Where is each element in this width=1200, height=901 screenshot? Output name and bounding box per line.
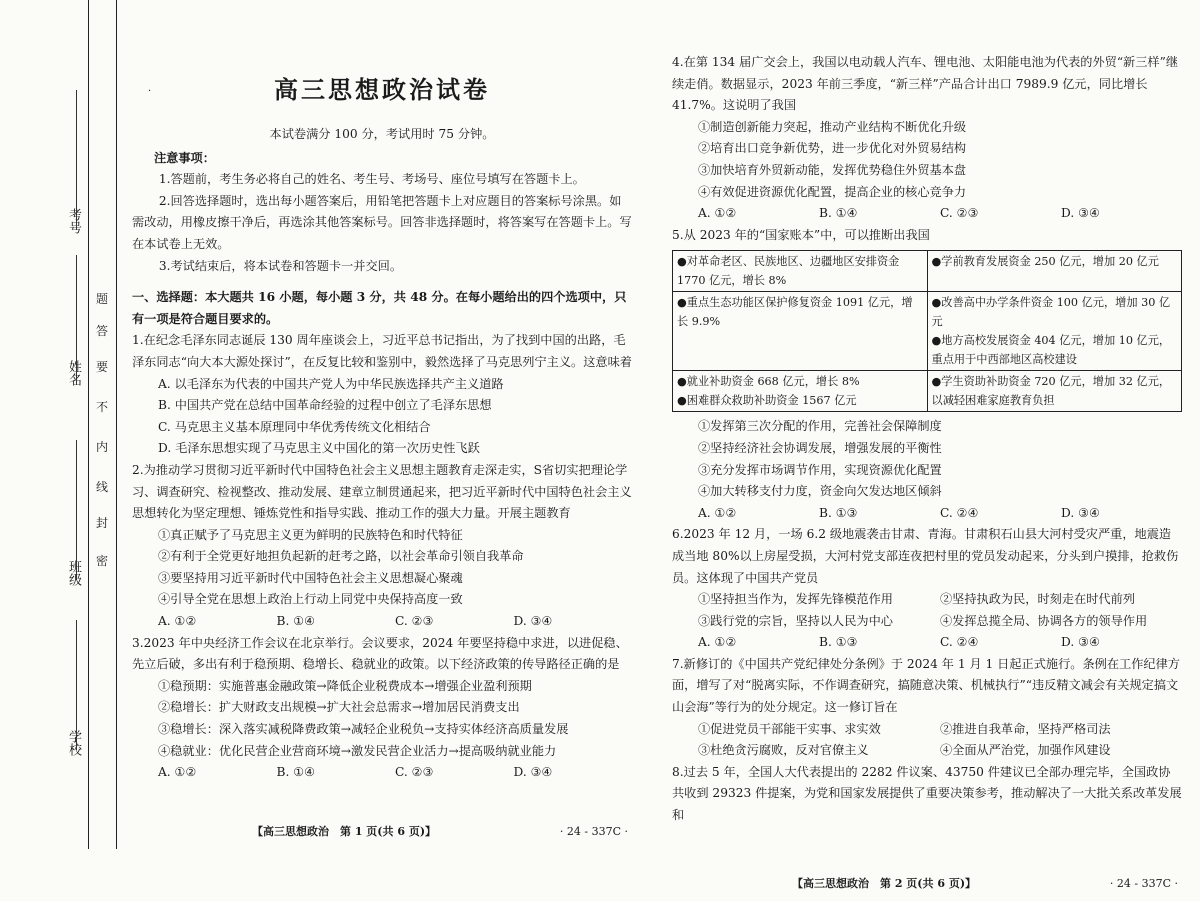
question-5-statement: ③充分发挥市场调节作用，实现资源优化配置 [698,462,942,477]
question-6-stem: 6.2023 年 12 月，一场 6.2 级地震袭击甘肃、青海。甘肃积石山县大河村受灾严重，地震造成当地 80%以上房屋受损，大河村党支部连夜把村里的党员发动起来，分头到户摸排，抢救伤员。这体现了中国共产党员 [672,527,1179,585]
question-5-choices [672,503,1182,525]
footer-page-info: 【高三思想政治 第 2 页(共 6 页)】 [792,877,977,890]
question-6-statement: ③践行党的宗旨，坚持以人民为中心 [698,613,893,628]
choice[interactable]: A. ①② [158,614,197,629]
question-6-statement: ①坚持担当作为，发挥先锋模范作用 [698,592,893,607]
question-1-stem: 1.在纪念毛泽东同志诞辰 130 周年座谈会上，习近平总书记指出，为了找到中国的出路，毛泽东同志“向大本大源处探讨”，在反复比较和鉴别中，毅然选择了马克思列宁主义。这意味着 [132,333,632,369]
question-4-statement: ①制造创新能力突起，推动产业结构不断优化升级 [698,119,967,134]
choice[interactable]: B. ①④ [819,206,858,221]
question-2-choices [132,611,632,633]
scan-mark: · [148,86,152,97]
seal-char: 密 [96,554,109,568]
footer-code: · 24 - 337C · [1109,877,1178,890]
seal-line [116,0,117,849]
exam-number-field[interactable] [76,90,77,230]
question-7-statement: ④全面从严治党，加强作风建设 [940,743,1111,758]
seal-char: 要 [96,360,109,374]
question-4-statement: ②培育出口竞争新优势，进一步优化对外贸易结构 [698,141,967,156]
binding-margin [0,0,118,849]
table-cell: ●学生资助补助资金 720 亿元，增加 32 亿元，以减轻困难家庭教育负担 [927,371,1182,412]
question-2-statement: ②有利于全党更好地担负起新的赶考之路，以社会革命引领自我革命 [158,549,524,564]
national-account-table [672,250,1182,412]
school-label: 学校 [66,730,81,756]
choice[interactable]: C. ②③ [395,765,434,780]
table-cell: ●学前教育发展资金 250 亿元，增加 20 亿元 [927,251,1182,292]
notice-item: 3.考试结束后，将本试卷和答题卡一并交回。 [158,258,403,273]
choice[interactable]: D. ③④ [513,614,553,629]
school-field[interactable] [76,620,77,750]
question-2-statement: ①真正赋予了马克思主义更为鲜明的民族特色和时代特征 [158,527,463,542]
seal-char: 答 [96,324,109,338]
question-6-statement: ②坚持执政为民，时刻走在时代前列 [940,592,1135,607]
question-2-statement: ③要坚持用习近平新时代中国特色社会主义思想凝心聚魂 [158,570,463,585]
seal-char: 线 [96,480,109,494]
question-5-statement: ①发挥第三次分配的作用，完善社会保障制度 [698,419,942,434]
seal-line [88,0,89,849]
question-6-statements-row [672,611,1182,633]
footer-page-info: 【高三思想政治 第 1 页(共 6 页)】 [252,825,437,838]
choice[interactable]: A. ①② [698,206,737,221]
section-heading: 一、选择题：本大题共 16 小题，每小题 3 分，共 48 分。在每小题给出的四个选项中，只有一项是符合题目要求的。 [132,290,627,326]
name-label: 姓名 [66,360,81,386]
question-1-option[interactable]: C. 马克思主义基本原理同中华优秀传统文化相结合 [158,419,431,434]
choice[interactable]: C. ②④ [940,505,979,520]
exam-meta: 本试卷满分 100 分，考试用时 75 分钟。 [269,127,495,141]
notice-item: 1.答题前，考生务必将自己的姓名、考生号、考场号、座位号填写在答题卡上。 [158,172,585,187]
question-3-statement: ①稳预期：实施普惠金融政策→降低企业税费成本→增强企业盈利预期 [158,678,532,693]
question-3-statement: ②稳增长：扩大财政支出规模→扩大社会总需求→增加居民消费支出 [158,700,520,715]
question-6-choices [672,632,1182,654]
question-7-statements-row [672,719,1182,741]
choice[interactable]: C. ②④ [940,635,979,650]
question-7-statement: ①促进党员干部能干实事、求实效 [698,721,881,736]
question-5-statement: ④加大转移支付力度，资金向欠发达地区倾斜 [698,484,942,499]
question-4-statement: ③加快培育外贸新动能，发挥优势稳住外贸基本盘 [698,162,967,177]
question-7-statement: ②推进自我革命，坚持严格司法 [940,721,1111,736]
choice[interactable]: C. ②③ [395,614,434,629]
question-1-option[interactable]: D. 毛泽东思想实现了马克思主义中国化的第一次历史性飞跃 [158,441,480,456]
table-cell: ●重点生态功能区保护修复资金 1091 亿元，增长 9.9% [673,292,928,371]
question-6-statement: ④发挥总揽全局、协调各方的领导作用 [940,613,1148,628]
exam-title: 高三思想政治试卷 [274,76,490,104]
question-4-statement: ④有效促进资源优化配置，提高企业的核心竞争力 [698,184,967,199]
choice[interactable]: B. ①③ [819,635,858,650]
notice-heading: 注意事项： [154,150,215,165]
question-3-statement: ④稳就业：优化民营企业营商环境→激发民营企业活力→提高吸纳就业能力 [158,743,557,758]
question-3-statement: ③稳增长：深入落实减税降费政策→减轻企业税负→支持实体经济高质量发展 [158,722,569,737]
choice[interactable]: D. ③④ [1061,206,1100,221]
question-6-statements-row [672,589,1182,611]
page-2 [672,0,1182,901]
choice[interactable]: D. ③④ [513,765,553,780]
class-label: 班级 [66,560,81,586]
choice[interactable]: C. ②③ [940,206,979,221]
question-4-stem: 4.在第 134 届广交会上，我国以电动载人汽车、锂电池、太阳能电池为代表的外贸“新三样”继续走俏。数据显示，2023 年前三季度，“新三样”产品合计出口 7989.9 亿元，同比增长 41.7%。这说明了我国 [672,55,1179,113]
question-4-choices [672,203,1182,225]
table-cell: ●就业补助资金 668 亿元，增长 8% ●困难群众救助补助资金 1567 亿元 [673,371,928,412]
question-3-stem: 3.2023 年中央经济工作会议在北京举行。会议要求，2024 年要坚持稳中求进，以进促稳、先立后破，多出有利于稳预期、稳增长、稳就业的政策。以下经济政策的传导路径正确的是 [132,635,628,672]
choice[interactable]: B. ①④ [276,765,316,780]
choice[interactable]: B. ①③ [819,505,858,520]
footer-code: · 24 - 337C · [559,825,628,838]
question-1-option[interactable]: A. 以毛泽东为代表的中国共产党人为中华民族选择共产主义道路 [158,376,504,391]
question-7-statement: ③杜绝贪污腐败，反对官僚主义 [698,743,869,758]
seal-char: 封 [96,516,109,530]
seal-char: 题 [96,292,109,306]
choice[interactable]: A. ①② [698,505,737,520]
question-1-option[interactable]: B. 中国共产党在总结中国革命经验的过程中创立了毛泽东思想 [158,398,492,413]
seal-char: 不 [96,400,109,414]
table-cell: ●对革命老区、民族地区、边疆地区安排资金 1770 亿元，增长 8% [673,251,928,292]
choice[interactable]: D. ③④ [1061,505,1100,520]
choice[interactable]: A. ①② [158,765,197,780]
question-8-stem: 8.过去 5 年，全国人大代表提出的 2282 件议案、43750 件建议已全部办理完毕，全国政协共收到 29323 件提案，为党和国家发展提供了重要决策参考，推动解决了一大批关系改革发展和 [672,764,1182,823]
seal-char: 内 [96,440,109,454]
question-5-statement: ②坚持经济社会协调发展，增强发展的平衡性 [698,440,942,455]
table-cell: ●改善高中办学条件资金 100 亿元，增加 30 亿元 ●地方高校发展资金 404 亿元，增加 10 亿元，重点用于中西部地区高校建设 [927,292,1182,371]
choice[interactable]: B. ①④ [276,614,316,629]
page-1 [132,0,632,849]
notice-item: 2.回答选择题时，选出每小题答案后，用铅笔把答题卡上对应题目的答案标号涂黑。如需改动，用橡皮擦干净后，再选涂其他答案标号。回答非选择题时，将答案写在答题卡上。写在本试卷上无效。 [132,193,632,251]
choice[interactable]: D. ③④ [1061,635,1100,650]
choice[interactable]: A. ①② [698,635,737,650]
question-7-statements-row [672,740,1182,762]
question-2-stem: 2.为推动学习贯彻习近平新时代中国特色社会主义思想主题教育走深走实，S省切实把理论学习、调查研究、检视整改、推动发展、建章立制贯通起来，把习近平新时代中国特色社会主义思想转化为坚定理想、锤炼党性和指导实践、推动工作的强大力量。开展主题教育 [132,462,632,521]
question-2-statement: ④引导全党在思想上政治上行动上同党中央保持高度一致 [158,592,463,607]
question-3-choices [132,762,632,784]
question-7-stem: 7.新修订的《中国共产党纪律处分条例》于 2024 年 1 月 1 日起正式施行。条例在工作纪律方面，增写了对“脱离实际，不作调查研究，搞随意决策、机械执行”“违反精文减会有关规定搞文山会海”等行为的处分规定。这一修订旨在 [672,656,1180,715]
name-field[interactable] [76,255,77,385]
exam-number-label: 考号 [66,208,81,234]
class-field[interactable] [76,440,77,580]
question-5-stem: 5.从 2023 年的“国家账本”中，可以推断出我国 [672,227,930,242]
